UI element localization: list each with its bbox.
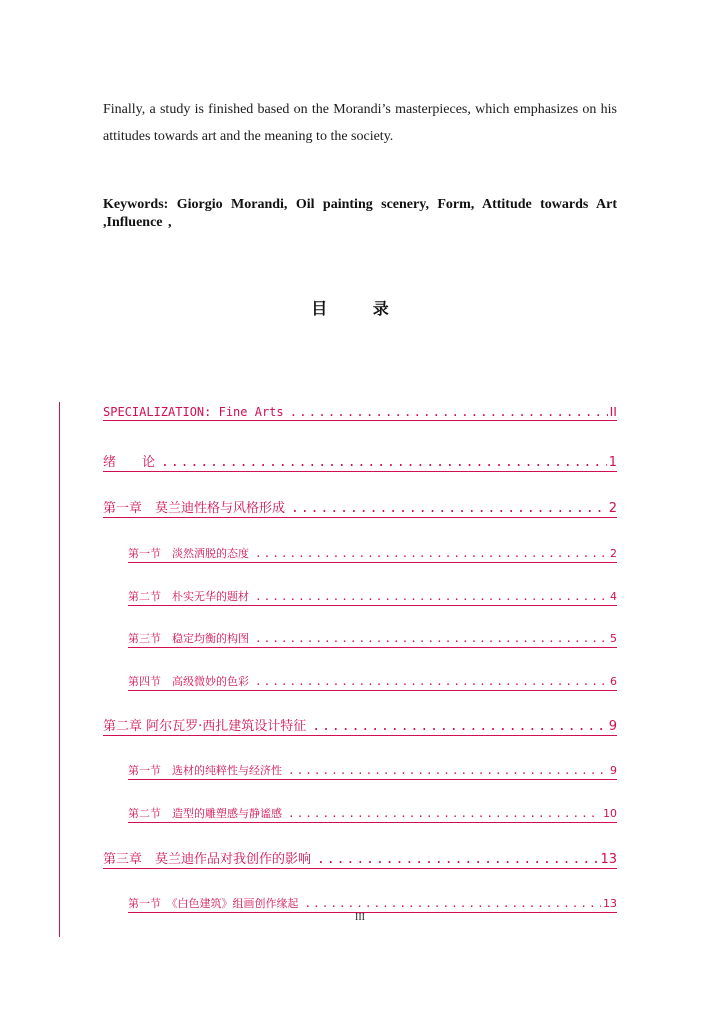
toc-leader-dots — [161, 455, 607, 470]
toc-entry-label: 第二节 朴实无华的题材 — [128, 590, 249, 603]
toc-entry-chapter-3-section-1[interactable] — [128, 895, 617, 913]
toc-leader-dots — [317, 852, 598, 867]
toc-leader-dots — [288, 764, 608, 777]
toc-leader-dots — [255, 547, 608, 560]
toc-entry-label: 第二节 造型的雕塑感与静谧感 — [128, 807, 282, 820]
toc-entry-chapter-1-section-4[interactable] — [128, 673, 617, 691]
toc-entry-label: 第一节 淡然洒脱的态度 — [128, 547, 249, 560]
toc-entry-chapter-1-section-3[interactable] — [128, 630, 617, 648]
keywords-line: Keywords: Giorgio Morandi, Oil painting scenery, Form, Attitude towards Art ,Influence , — [103, 197, 617, 230]
toc-entry-label: 第二章 阿尔瓦罗·西扎建筑设计特征 — [103, 719, 307, 734]
toc-leader-dots — [255, 632, 608, 645]
abstract-paragraph: Finally, a study is finished based on the Morandi’s masterpieces, which emphasizes on his attitudes towards art and the meaning to the society. — [103, 102, 617, 144]
toc-entry-chapter-3[interactable] — [103, 848, 617, 869]
toc-entry-label: 第四节 高级微妙的色彩 — [128, 675, 249, 688]
toc-entry-chapter-2-section-1[interactable] — [128, 762, 617, 780]
toc-leader-dots — [288, 807, 601, 820]
toc-entry-specialization[interactable] — [103, 404, 617, 421]
toc-entry-chapter-2-section-2[interactable] — [128, 805, 617, 823]
toc-entry-introduction[interactable] — [103, 451, 617, 472]
toc-leader-dots — [305, 897, 602, 910]
toc-entry-label: 第一节 选材的纯粹性与经济性 — [128, 764, 282, 777]
toc-entry-page: 13 — [600, 852, 617, 867]
toc-leader-dots — [291, 501, 607, 516]
toc-entry-label: 绪 论 — [103, 455, 156, 470]
toc-leader-dots — [255, 675, 608, 688]
toc-leader-dots — [312, 719, 606, 734]
toc-entry-chapter-1[interactable] — [103, 497, 617, 518]
toc-entry-page: 1 — [608, 455, 617, 470]
toc-entry-page: 9 — [610, 764, 617, 777]
toc-entry-page: 9 — [608, 719, 617, 734]
toc-entry-chapter-2[interactable] — [103, 715, 617, 736]
toc-entry-label: 第三节 稳定均衡的构图 — [128, 632, 249, 645]
toc-entry-chapter-1-section-2[interactable] — [128, 588, 617, 606]
toc-entry-page: 2 — [610, 547, 617, 560]
toc-title: 目 录 — [311, 299, 409, 318]
toc-leader-dots — [290, 404, 608, 419]
toc-entry-page: 4 — [610, 590, 617, 603]
toc-entry-label: 第一节 《白色建筑》组画创作缘起 — [128, 897, 299, 910]
toc-entry-label: SPECIALIZATION: Fine Arts — [103, 405, 284, 419]
toc-entry-page: II — [609, 404, 617, 419]
toc-entry-label: 第一章 莫兰迪性格与风格形成 — [103, 501, 286, 516]
toc-entry-page: 13 — [603, 897, 617, 910]
revision-change-bar — [59, 402, 60, 937]
toc-entry-page: 5 — [610, 632, 617, 645]
toc-entry-chapter-1-section-1[interactable] — [128, 545, 617, 563]
toc-leader-dots — [255, 590, 608, 603]
toc-entry-label: 第三章 莫兰迪作品对我创作的影响 — [103, 852, 312, 867]
page-number: III — [355, 912, 365, 923]
toc-entry-page: 10 — [603, 807, 617, 820]
toc-entry-page: 6 — [610, 675, 617, 688]
toc-entry-page: 2 — [608, 501, 617, 516]
